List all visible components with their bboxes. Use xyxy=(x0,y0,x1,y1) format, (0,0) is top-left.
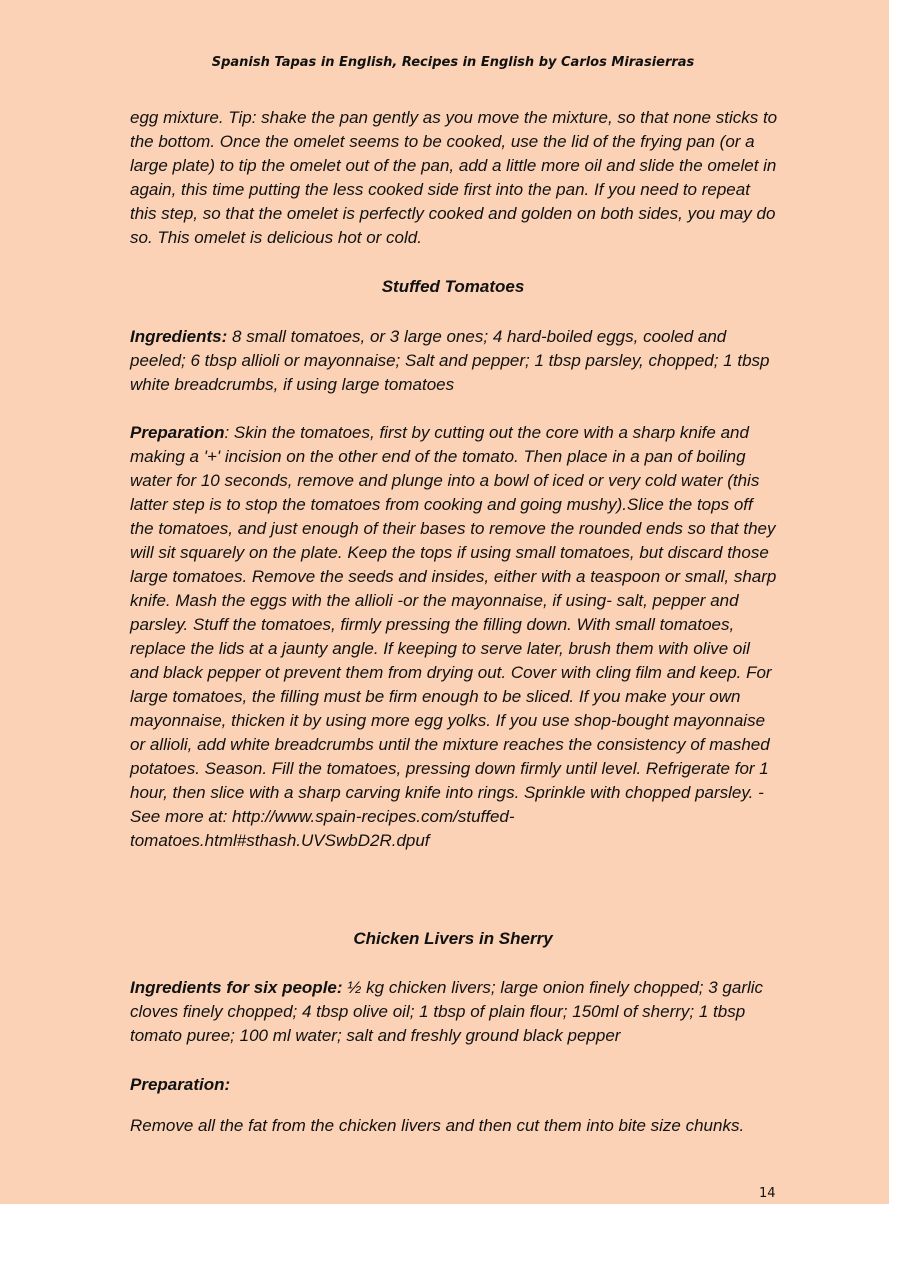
ingredients-text: 8 small tomatoes, or 3 large ones; 4 hard-boiled eggs, cooled and peeled; 6 tbsp allioli or mayonnaise; Salt and pepper; 1 tbsp parsley, chopped; 1 tbsp white breadcrumbs, if using large tomatoes xyxy=(130,327,770,394)
preparation-text: : Skin the tomatoes, first by cutting out the core with a sharp knife and making a '+' incision on the other end of the tomato. Then place in a pan of boiling water for 10 seconds, remove and plunge into a bowl of iced or very cold water (this latter step is to stop the tomatoes from cooking and going mushy).Slice the tops off the tomatoes, and just enough of their bases to remove the rounded ends so that they will sit squarely on the plate. Keep the tops if using small tomatoes, but discard those large tomatoes. Remove the seeds and insides, either with a teaspoon or small, sharp knife. Mash the eggs with the allioli -or the mayonnaise, if using- salt, pepper and parsley. Stuff the tomatoes, firmly pressing the filling down. With small tomatoes, replace the lids at a jaunty angle. If keeping to serve later, brush them with olive oil and black pepper ot prevent them from drying out. Cover with cling film and keep. For large tomatoes, the filling must be firm enough to be sliced. If you make your own mayonnaise, thicken it by using more egg yolks. If you use shop-bought mayonnaise or allioli, add white breadcrumbs until the mixture reaches the consistency of mashed potatoes. Season. Fill the tomatoes, pressing down firmly until level. Refrigerate for 1 hour, then slice with a sharp carving knife into rings. Sprinkle with chopped parsley. - See more at: http://www.spain-recipes.com/stuffed-tomatoes.html#sthash.UVSwbD2R.dpuf xyxy=(130,423,777,850)
chicken-livers-title: Chicken Livers in Sherry xyxy=(353,929,553,948)
stuffed-tomatoes-title: Stuffed Tomatoes xyxy=(381,277,525,296)
omelet-continuation-paragraph: egg mixture. Tip: shake the pan gently as you move the mixture, so that none sticks to the bottom. Once the omelet seems to be cooked, use the lid of the frying pan (or a large plate) to tip the omelet out of the pan, add a little more oil and slide the omelet in again, this time putting the less cooked side first into the pan. If you need to repeat this step, so that the omelet is perfectly cooked and golden on both sides, you may do so. This omelet is delicious hot or cold. xyxy=(130,108,778,247)
stuffed-tomatoes-preparation xyxy=(130,421,780,853)
running-header: Spanish Tapas in English, Recipes in English by Carlos Mirasierras xyxy=(211,55,695,70)
preparation-label: Preparation: xyxy=(130,1075,231,1094)
ingredients-text: ½ kg chicken livers; large onion finely chopped; 3 garlic cloves finely chopped; 4 tbsp olive oil; 1 tbsp of plain flour; 150ml of sherry; 1 tbsp tomato puree; 100 ml water; salt and freshly ground black pepper xyxy=(130,978,764,1045)
chicken-livers-preparation-text: Remove all the fat from the chicken livers and then cut them into bite size chunks. xyxy=(130,1116,745,1135)
chicken-livers-ingredients xyxy=(130,976,780,1048)
page-number: 14 xyxy=(759,1186,776,1201)
ingredients-label: Ingredients: xyxy=(130,327,228,346)
preparation-label: Preparation xyxy=(130,423,225,442)
ingredients-label: Ingredients for six people: xyxy=(130,978,343,997)
chicken-livers-preparation-label xyxy=(130,1073,780,1097)
stuffed-tomatoes-ingredients xyxy=(130,325,780,397)
